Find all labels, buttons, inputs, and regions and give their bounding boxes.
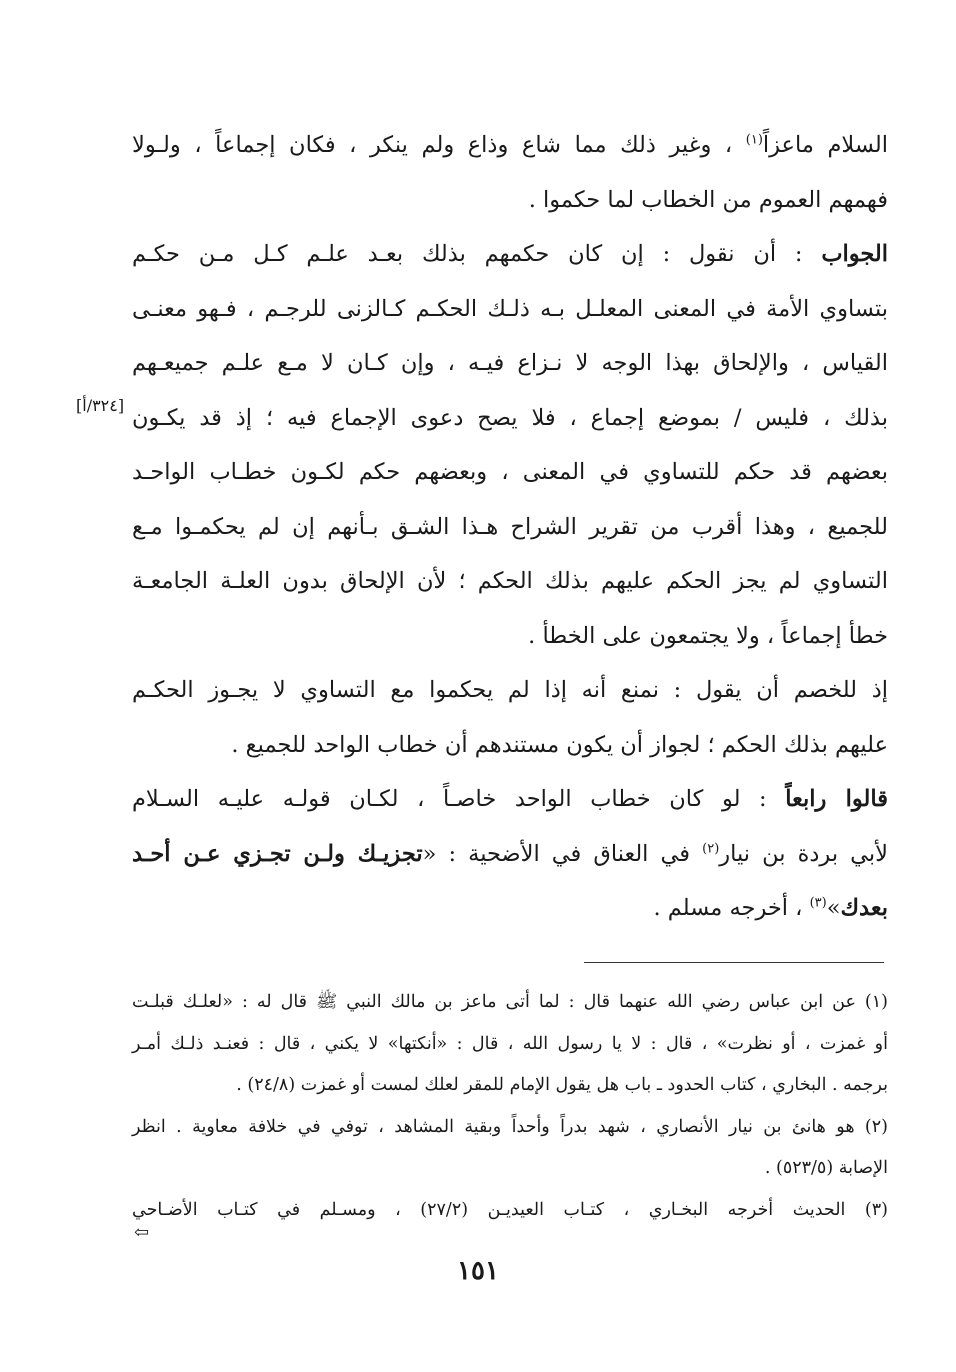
text-line-5: القياس ، والإلحاق بهذا الوجه لا نـزاع فيـه ، وإن كـان لا مـع علـم جميعـهم (132, 350, 888, 376)
text-line-8: للجميع ، وهذا أقرب من تقرير الشراح هـذا الشـق بـأنهم إن لم يحكمـوا مـع (132, 513, 888, 540)
text-line-14: لأبي بردة بن نيار$^{(٢)}$ في العناق في الأضحية : «تجزيـك ولـن تجـزي عـن أحـد (132, 840, 889, 867)
text-line-1: السلام ماعزاً$^{(١)}$ ، وغير ذلك مما شاع وذاع ولم ينكر ، فكان إجماعاً ، ولـولا (132, 132, 888, 158)
text-line-11: إذ للخصم أن يقول : نمنع أنه إذا لم يحكموا مع التساوي لا يجـوز الحكـم (132, 677, 888, 703)
text-line-4: بتساوي الأمة في المعنى المعلـل بـه ذلـك الحكـم كـالزنى للرجـم ، فـهو معنـى (132, 295, 888, 322)
text-line-6: بذلك ، فليس / بموضع إجماع ، فلا يصح دعوى الإجماع فيه ؛ إذ قد يكـون (132, 404, 888, 431)
text-line-2: فهمهم العموم من الخطاب لما حكموا . (528, 186, 888, 213)
footnote-line-3: برجمه . البخاري ، كتاب الحدود ـ باب هل يقول الإمام للمقر لعلك لمست أو غمزت (٢٤/٨) . (236, 1075, 888, 1095)
footnote-ref-2[interactable]: (٢) (702, 841, 720, 856)
text-line-10: خطأ إجماعاً ، ولا يجتمعون على الخطأ . (528, 622, 888, 649)
footnotes (132, 982, 888, 1231)
footnote-line-2: أو غمزت ، أو نظرت» ، قال : لا يا رسول الله ، قال : «أنكتها» لا يكني ، قال : فعنـد ذلـك أمـر (132, 1033, 888, 1054)
text-line-9: التساوي لم يجز الحكم عليهم بذلك الحكم ؛ لأن الإلحاق بدون العلـة الجامعـة (132, 568, 888, 594)
footnote-line-1: (١) عن ابن عباس رضي الله عنهما قال : لما أتى ماعز بن مالك النبي ﷺ قال له : «لعلـك قبلـت (132, 992, 888, 1012)
footnote-separator (584, 962, 884, 963)
text-line-7: بعضهم قد حكم للتساوي في المعنى ، وبعضهم حكم لكـون خطـاب الواحـد (132, 459, 888, 485)
footnote-line-5: الإصابة (٥٢٣/٥) . (764, 1158, 888, 1178)
page-number: ١٥١ (457, 1256, 499, 1286)
footnote-ref-1[interactable]: (١) (745, 132, 763, 148)
footnote-line-4: (٢) هو هانئ بن نيار الأنصاري ، شهد بدراً وأحداً وبقية المشاهد ، توفي في خلافة معاوية . انظر (132, 1116, 888, 1137)
continuation-arrow-icon: ⇦ (134, 1222, 150, 1243)
text-line-12: عليهم بذلك الحكم ؛ لجواز أن يكون مستندهم أن خطاب الواحد للجميع . (231, 731, 888, 758)
footnote-ref-3[interactable]: (٣) (809, 895, 827, 911)
text-line-13: قالوا رابعاً : لو كان خطاب الواحد خاصـاً ، لكـان قولـه عليـه السـلام (132, 786, 888, 812)
text-line-15: بعدك»$^{(٣)}$ ، أخرجه مسلم . (653, 895, 888, 921)
text-line-3: الجواب : أن نقول : إن كان حكمهم بذلك بعـد علـم كـل مـن حكـم (132, 241, 888, 267)
manuscript-folio-marker: [٣٢٤/أ] (76, 396, 125, 415)
main-text (132, 118, 888, 936)
footnote-line-6: (٣) الحديث أخرجه البخـاري ، كتـاب العيديـن (٢٧/٢) ، ومسـلم في كتـاب الأضـاحي (132, 1199, 888, 1220)
